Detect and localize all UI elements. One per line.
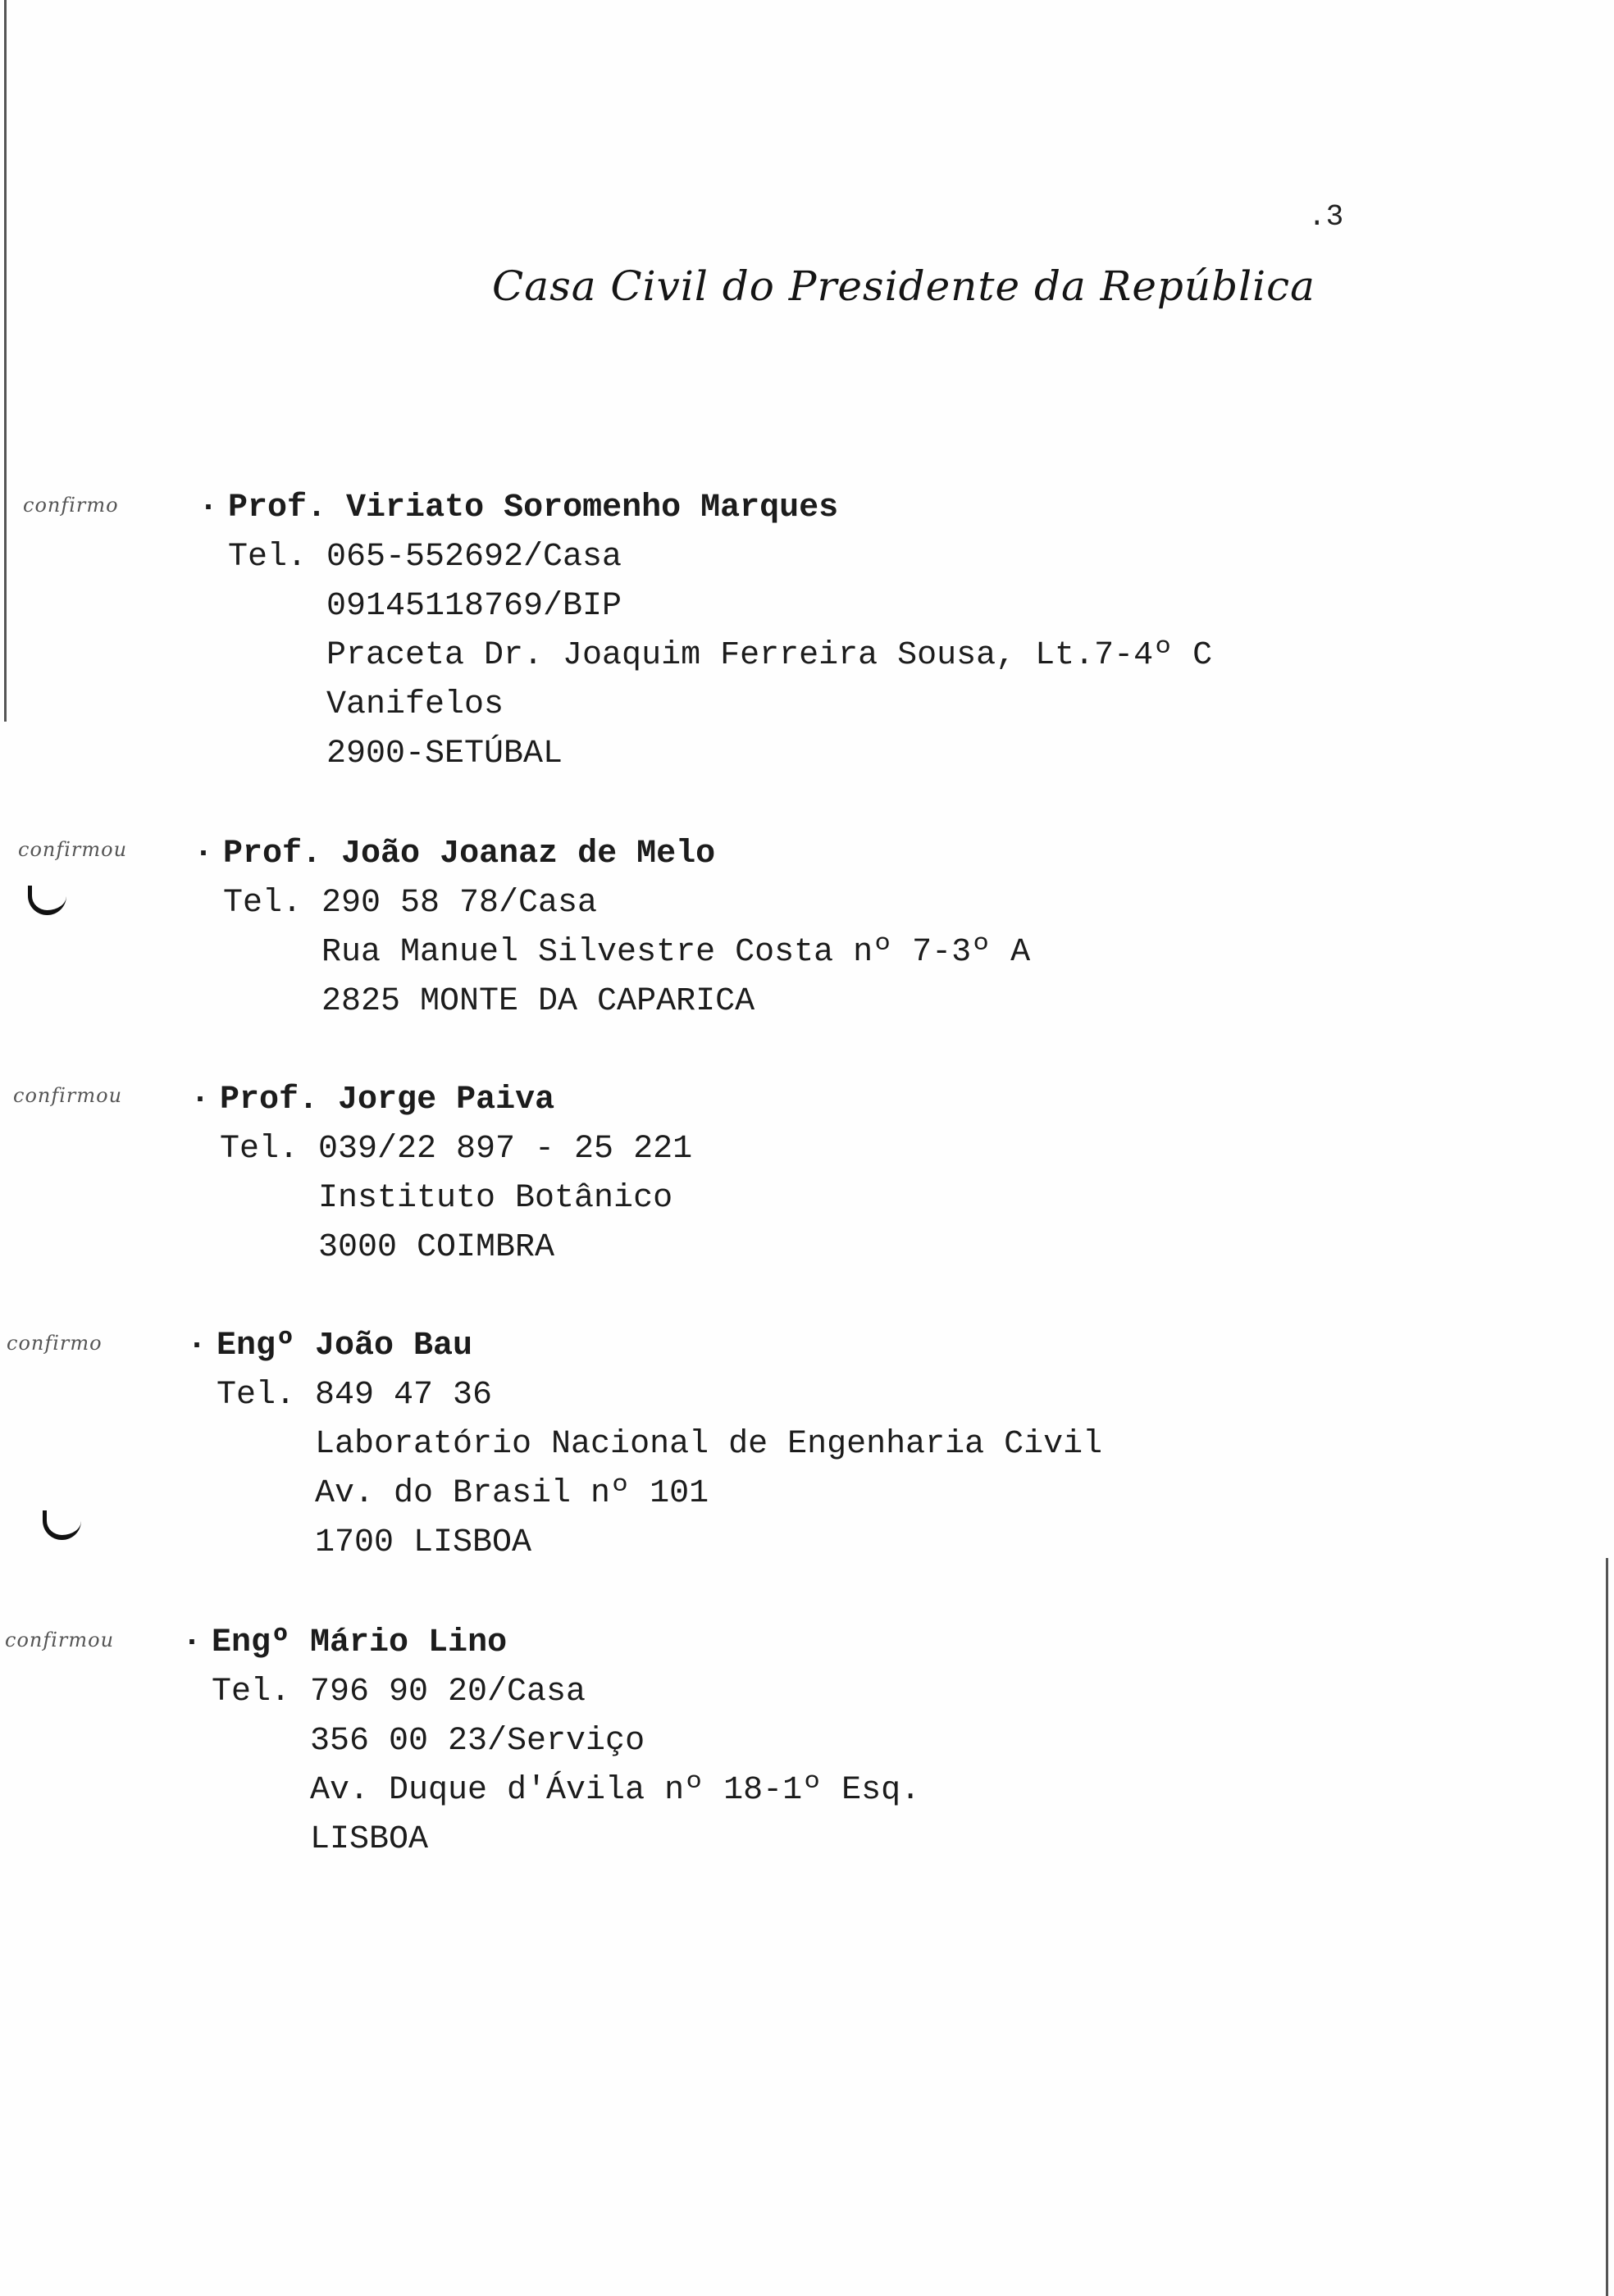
bullet: · — [182, 1624, 203, 1661]
contact-entry — [194, 830, 1031, 1027]
bullet: · — [187, 1328, 207, 1364]
phone-number: 065-552692/Casa — [326, 539, 622, 576]
contact-detail-line: 356 00 23/Serviço — [310, 1723, 645, 1760]
contact-detail-line: 1700 LISBOA — [315, 1524, 532, 1561]
handwritten-note: confirmou — [5, 1629, 115, 1651]
contact-phone-line — [223, 879, 1030, 928]
phone-label: Tel. — [217, 1377, 296, 1414]
contact-detail-line: 2825 MONTE DA CAPARICA — [321, 983, 755, 1020]
handwritten-note: confirmo — [7, 1332, 103, 1355]
contact-title: Prof. — [223, 836, 322, 872]
contact-detail-line: LISBOA — [310, 1821, 429, 1858]
contact-name: João Bau — [315, 1328, 473, 1364]
contact-entry — [190, 1076, 693, 1273]
contact-name: Jorge Paiva — [338, 1082, 555, 1118]
page-number: .3 — [1308, 200, 1344, 234]
handwritten-note: confirmo — [23, 494, 119, 517]
check-mark-icon — [28, 886, 66, 915]
handwritten-note: confirmou — [13, 1084, 123, 1107]
contact-name: João Joanaz de Melo — [341, 836, 716, 872]
contact-detail-line: Praceta Dr. Joaquim Ferreira Sousa, Lt.7-4º C — [326, 637, 1213, 674]
contact-detail-line: Instituto Botânico — [318, 1180, 673, 1217]
contact-phone-line — [220, 1125, 692, 1174]
contact-title: Prof. — [220, 1082, 319, 1118]
contact-phone-line — [228, 533, 1212, 582]
contact-title: Prof. — [228, 490, 327, 526]
phone-number: 039/22 897 - 25 221 — [318, 1131, 693, 1168]
scan-edge-left — [4, 0, 7, 722]
contact-name: Mário Lino — [310, 1624, 508, 1661]
contact-title: Engº — [212, 1624, 291, 1661]
phone-number: 290 58 78/Casa — [321, 885, 598, 922]
contact-detail-line: 09145118769/BIP — [326, 588, 622, 625]
check-mark-icon — [43, 1510, 81, 1540]
phone-label: Tel. — [212, 1674, 291, 1711]
contact-detail-line: Av. do Brasil nº 101 — [315, 1475, 709, 1512]
phone-label: Tel. — [223, 885, 303, 922]
scan-edge-right — [1606, 1558, 1608, 2296]
contact-entry — [182, 1619, 921, 1865]
phone-number: 849 47 36 — [315, 1377, 493, 1414]
contact-detail-line: Laboratório Nacional de Engenharia Civil — [315, 1426, 1103, 1463]
handwritten-note: confirmou — [18, 838, 128, 861]
letterhead: Casa Civil do Presidente da República — [492, 262, 1315, 310]
contact-detail-line: Rua Manuel Silvestre Costa nº 7-3º A — [321, 934, 1031, 971]
contact-name-line — [223, 830, 1030, 879]
bullet: · — [198, 490, 219, 526]
contact-entry — [198, 484, 1213, 779]
phone-label: Tel. — [228, 539, 308, 576]
contact-phone-line — [212, 1668, 920, 1717]
contact-entry — [187, 1322, 1103, 1568]
contact-name-line — [217, 1322, 1102, 1371]
contact-detail-line: 2900-SETÚBAL — [326, 736, 563, 772]
contact-detail-line: 3000 COIMBRA — [318, 1229, 555, 1266]
bullet: · — [190, 1082, 211, 1118]
contact-name: Viriato Soromenho Marques — [346, 490, 839, 526]
phone-number: 796 90 20/Casa — [310, 1674, 586, 1711]
contact-phone-line — [217, 1371, 1102, 1420]
phone-label: Tel. — [220, 1131, 299, 1168]
contact-title: Engº — [217, 1328, 296, 1364]
contact-name-line — [220, 1076, 692, 1125]
contact-detail-line: Vanifelos — [326, 686, 504, 723]
bullet: · — [194, 836, 214, 872]
contact-name-line — [212, 1619, 920, 1668]
contact-name-line — [228, 484, 1212, 533]
contact-detail-line: Av. Duque d'Ávila nº 18-1º Esq. — [310, 1772, 921, 1809]
